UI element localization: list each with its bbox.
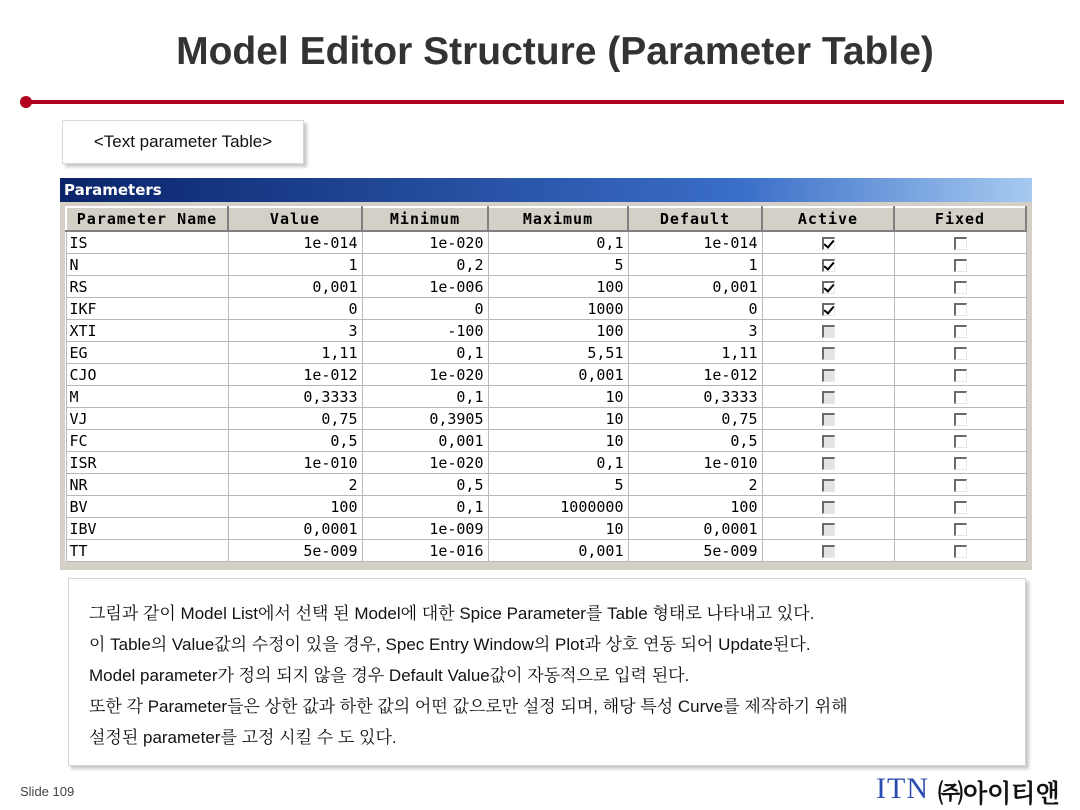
maximum-cell[interactable]: 10 [488, 408, 628, 430]
active-cell [762, 430, 894, 452]
default-cell[interactable]: 1e-014 [628, 231, 762, 254]
maximum-cell[interactable]: 10 [488, 518, 628, 540]
fixed-checkbox[interactable] [954, 523, 967, 536]
maximum-cell[interactable]: 100 [488, 276, 628, 298]
column-header-fixed[interactable]: Fixed [894, 207, 1026, 231]
active-cell [762, 254, 894, 276]
value-cell[interactable]: 0,75 [228, 408, 362, 430]
fixed-checkbox[interactable] [954, 369, 967, 382]
value-cell[interactable]: 0,0001 [228, 518, 362, 540]
table-row[interactable] [66, 231, 1026, 254]
description-line: Model parameter가 정의 되지 않을 경우 Default Value값이 자동적으로 입력 된다. [89, 666, 690, 685]
fixed-checkbox[interactable] [954, 391, 967, 404]
description-box [68, 578, 1026, 766]
active-checkbox[interactable] [822, 303, 835, 316]
table-row[interactable] [66, 342, 1026, 364]
minimum-cell[interactable]: 0 [362, 298, 488, 320]
table-row[interactable] [66, 364, 1026, 386]
minimum-cell[interactable]: 1e-020 [362, 231, 488, 254]
fixed-checkbox[interactable] [954, 237, 967, 250]
default-cell[interactable]: 5e-009 [628, 540, 762, 562]
minimum-cell[interactable]: 0,1 [362, 342, 488, 364]
param-name-cell[interactable]: FC [66, 430, 228, 452]
active-cell [762, 298, 894, 320]
fixed-cell [894, 276, 1026, 298]
default-cell[interactable]: 0,3333 [628, 386, 762, 408]
maximum-cell[interactable]: 1000 [488, 298, 628, 320]
active-checkbox[interactable] [822, 281, 835, 294]
table-row[interactable] [66, 320, 1026, 342]
minimum-cell[interactable]: 0,001 [362, 430, 488, 452]
param-name-cell[interactable]: EG [66, 342, 228, 364]
active-cell [762, 320, 894, 342]
maximum-cell[interactable]: 10 [488, 430, 628, 452]
param-name-cell[interactable]: M [66, 386, 228, 408]
active-checkbox[interactable] [822, 435, 835, 448]
minimum-cell[interactable]: 1e-020 [362, 452, 488, 474]
param-name-cell[interactable]: CJO [66, 364, 228, 386]
default-cell[interactable]: 0,5 [628, 430, 762, 452]
fixed-cell [894, 518, 1026, 540]
fixed-cell [894, 474, 1026, 496]
minimum-cell[interactable]: 1e-009 [362, 518, 488, 540]
maximum-cell[interactable]: 0,1 [488, 452, 628, 474]
fixed-cell [894, 496, 1026, 518]
default-cell[interactable]: 0,001 [628, 276, 762, 298]
value-cell[interactable]: 1e-010 [228, 452, 362, 474]
table-caption: <Text parameter Table> [62, 120, 304, 164]
maximum-cell[interactable]: 5 [488, 474, 628, 496]
parameters-title-bar: Parameters [60, 178, 1032, 202]
column-header-active[interactable]: Active [762, 207, 894, 231]
minimum-cell[interactable]: 0,3905 [362, 408, 488, 430]
param-name-cell[interactable]: IKF [66, 298, 228, 320]
fixed-cell [894, 540, 1026, 562]
maximum-cell[interactable]: 5,51 [488, 342, 628, 364]
active-cell [762, 231, 894, 254]
param-name-cell[interactable]: RS [66, 276, 228, 298]
param-name-cell[interactable]: VJ [66, 408, 228, 430]
minimum-cell[interactable]: 0,5 [362, 474, 488, 496]
fixed-checkbox[interactable] [954, 545, 967, 558]
minimum-cell[interactable]: 0,1 [362, 386, 488, 408]
fixed-checkbox[interactable] [954, 259, 967, 272]
default-cell[interactable]: 100 [628, 496, 762, 518]
table-row[interactable] [66, 430, 1026, 452]
column-header-maximum[interactable]: Maximum [488, 207, 628, 231]
minimum-cell[interactable]: 1e-016 [362, 540, 488, 562]
fixed-cell [894, 430, 1026, 452]
value-cell[interactable]: 3 [228, 320, 362, 342]
value-cell[interactable]: 0 [228, 298, 362, 320]
table-row[interactable] [66, 298, 1026, 320]
value-cell[interactable]: 1 [228, 254, 362, 276]
title-rule [24, 100, 1064, 104]
maximum-cell[interactable]: 10 [488, 386, 628, 408]
value-cell[interactable]: 1e-014 [228, 231, 362, 254]
table-row[interactable] [66, 518, 1026, 540]
fixed-cell [894, 452, 1026, 474]
table-row[interactable] [66, 496, 1026, 518]
fixed-checkbox[interactable] [954, 347, 967, 360]
active-checkbox[interactable] [822, 369, 835, 382]
active-cell [762, 496, 894, 518]
param-name-cell[interactable]: NR [66, 474, 228, 496]
description-line: 또한 각 Parameter들은 상한 값과 하한 값의 어떤 값으로만 설정 되며, 해당 특성 Curve를 제작하기 위해 [89, 697, 848, 716]
table-row[interactable] [66, 276, 1026, 298]
default-cell[interactable]: 3 [628, 320, 762, 342]
value-cell[interactable]: 0,001 [228, 276, 362, 298]
fixed-cell [894, 342, 1026, 364]
minimum-cell[interactable]: -100 [362, 320, 488, 342]
value-cell[interactable]: 100 [228, 496, 362, 518]
minimum-cell[interactable]: 0,2 [362, 254, 488, 276]
slide-number: Slide 109 [20, 784, 75, 799]
minimum-cell[interactable]: 0,1 [362, 496, 488, 518]
fixed-checkbox[interactable] [954, 303, 967, 316]
value-cell[interactable]: 2 [228, 474, 362, 496]
maximum-cell[interactable]: 0,001 [488, 540, 628, 562]
maximum-cell[interactable]: 100 [488, 320, 628, 342]
active-cell [762, 386, 894, 408]
active-checkbox[interactable] [822, 479, 835, 492]
active-checkbox[interactable] [822, 501, 835, 514]
column-header-default[interactable]: Default [628, 207, 762, 231]
table-row[interactable] [66, 254, 1026, 276]
active-cell [762, 518, 894, 540]
fixed-checkbox[interactable] [954, 325, 967, 338]
active-cell [762, 342, 894, 364]
fixed-checkbox[interactable] [954, 479, 967, 492]
param-name-cell[interactable]: BV [66, 496, 228, 518]
column-header-parameter-name[interactable]: Parameter Name [66, 207, 228, 231]
maximum-cell[interactable]: 1000000 [488, 496, 628, 518]
value-cell[interactable]: 1e-012 [228, 364, 362, 386]
fixed-checkbox[interactable] [954, 413, 967, 426]
active-cell [762, 364, 894, 386]
parameter-rows [66, 231, 1026, 562]
fixed-cell [894, 320, 1026, 342]
default-cell[interactable]: 2 [628, 474, 762, 496]
param-name-cell[interactable]: ISR [66, 452, 228, 474]
active-checkbox[interactable] [822, 325, 835, 338]
column-header-minimum[interactable]: Minimum [362, 207, 488, 231]
active-cell [762, 474, 894, 496]
table-row[interactable] [66, 474, 1026, 496]
default-cell[interactable]: 0 [628, 298, 762, 320]
value-cell[interactable]: 1,11 [228, 342, 362, 364]
maximum-cell[interactable]: 5 [488, 254, 628, 276]
value-cell[interactable]: 0,3333 [228, 386, 362, 408]
param-name-cell[interactable]: XTI [66, 320, 228, 342]
active-checkbox[interactable] [822, 457, 835, 470]
default-cell[interactable]: 1e-010 [628, 452, 762, 474]
fixed-cell [894, 298, 1026, 320]
slide-title: Model Editor Structure (Parameter Table) [176, 30, 934, 73]
active-checkbox[interactable] [822, 413, 835, 426]
fixed-cell [894, 254, 1026, 276]
maximum-cell[interactable]: 0,1 [488, 231, 628, 254]
active-cell [762, 540, 894, 562]
minimum-cell[interactable]: 1e-020 [362, 364, 488, 386]
value-cell[interactable]: 5e-009 [228, 540, 362, 562]
maximum-cell[interactable]: 0,001 [488, 364, 628, 386]
fixed-cell [894, 408, 1026, 430]
description-line: 그림과 같이 Model List에서 선택 된 Model에 대한 Spice Parameter를 Table 형태로 나타내고 있다. [89, 604, 815, 623]
fixed-checkbox[interactable] [954, 435, 967, 448]
param-name-cell[interactable]: IS [66, 231, 228, 254]
company-name: ㈜아이티앤 [938, 779, 1060, 808]
table-header-row [66, 207, 1026, 231]
table-row[interactable] [66, 408, 1026, 430]
active-cell [762, 276, 894, 298]
default-cell[interactable]: 0,75 [628, 408, 762, 430]
description-line: 설정된 parameter를 고정 시킬 수 도 있다. [89, 728, 397, 747]
default-cell[interactable]: 1 [628, 254, 762, 276]
table-row[interactable] [66, 540, 1026, 562]
active-cell [762, 452, 894, 474]
parameters-window [60, 178, 1032, 570]
default-cell[interactable]: 0,0001 [628, 518, 762, 540]
minimum-cell[interactable]: 1e-006 [362, 276, 488, 298]
fixed-cell [894, 231, 1026, 254]
active-checkbox[interactable] [822, 523, 835, 536]
active-checkbox[interactable] [822, 259, 835, 272]
fixed-checkbox[interactable] [954, 501, 967, 514]
company-logo: ITN [876, 772, 929, 805]
active-checkbox[interactable] [822, 545, 835, 558]
fixed-cell [894, 364, 1026, 386]
active-checkbox[interactable] [822, 391, 835, 404]
table-row[interactable] [66, 452, 1026, 474]
param-name-cell[interactable]: N [66, 254, 228, 276]
active-checkbox[interactable] [822, 347, 835, 360]
default-cell[interactable]: 1,11 [628, 342, 762, 364]
fixed-checkbox[interactable] [954, 457, 967, 470]
default-cell[interactable]: 1e-012 [628, 364, 762, 386]
value-cell[interactable]: 0,5 [228, 430, 362, 452]
parameter-table [65, 206, 1027, 562]
active-checkbox[interactable] [822, 237, 835, 250]
active-cell [762, 408, 894, 430]
table-row[interactable] [66, 386, 1026, 408]
fixed-checkbox[interactable] [954, 281, 967, 294]
title-rule-dot [20, 96, 32, 108]
column-header-value[interactable]: Value [228, 207, 362, 231]
param-name-cell[interactable]: IBV [66, 518, 228, 540]
param-name-cell[interactable]: TT [66, 540, 228, 562]
description-line: 이 Table의 Value값의 수정이 있을 경우, Spec Entry Window의 Plot과 상호 연동 되어 Update된다. [89, 635, 811, 654]
fixed-cell [894, 386, 1026, 408]
